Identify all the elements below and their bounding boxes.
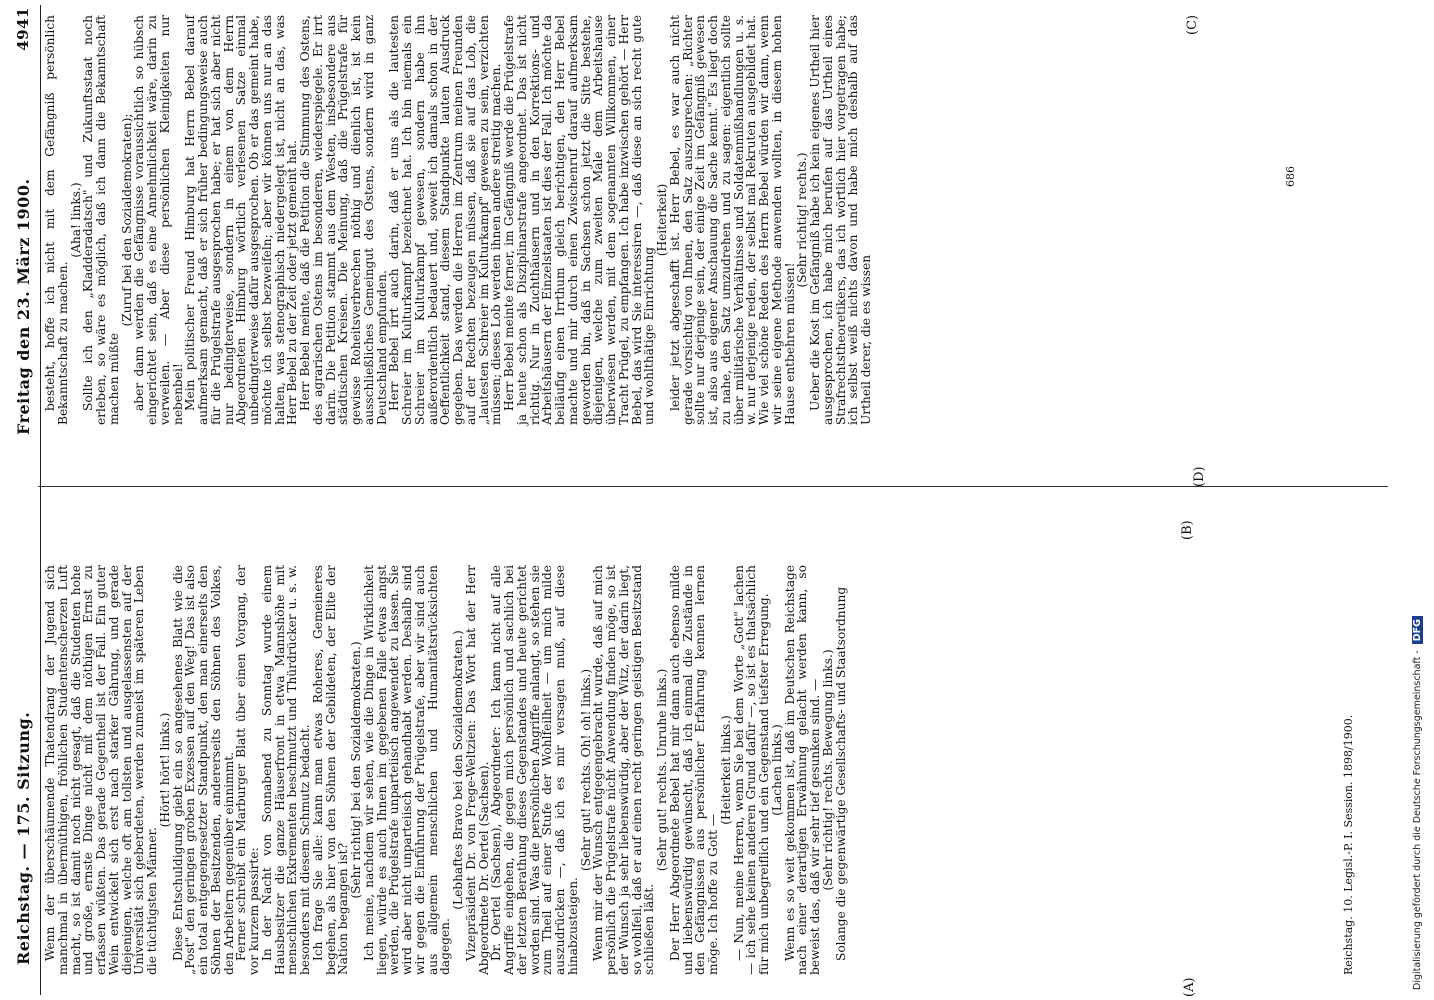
left-column-paragraph: Wenn es so weit gekommen ist, daß im Deutschen Reichstage nach einer derartigen Erwähnung gelacht werden kann, so beweist das, daß wir sehr tief gesunken sind. — (782, 565, 822, 975)
left-column-paragraph: (Hört! hört! links.) (157, 712, 172, 828)
header-session: Reichstag. — 175. Sitzung. (14, 711, 33, 965)
signature-number: 686 (1284, 166, 1297, 187)
left-column-paragraph: (Sehr richtig! bei den Sozialdemokraten.) (349, 641, 363, 899)
right-column-paragraph: Sollte ich den „Kladderadatsch" und Zukunftsstaat noch erleben, so wäre es möglich, daß ich dann die Bekanntschaft machen müßte (81, 15, 121, 425)
left-column-paragraph: (Sehr gut! rechts. Oh! oh! links.) (578, 668, 593, 872)
right-column-paragraph: Ueber die Kost im Gefängniß habe ich kein eigenes Urtheil hier ausgesprochen, ich habe mich berufen auf das Urtheil eines Strafrechtstheoretikers, das ich wörtlich hier vorgetragen habe; ich selbst weiß nichts davon und habe mich deshalb auf das Urtheil derer, die es wissen (808, 15, 873, 425)
left-column-paragraph: (Heiterkeit links.) (718, 715, 733, 825)
left-column-paragraph: Diese Entschuldigung giebt ein so angesehenes Blatt wie die „Post" den geringen groben Exzessen auf den Weg! Das ist also ein total entgegengesetzter Standpunkt, den man einerseits den Söhnen der Besitzenden, andererseits den Söhnen des Volkes, den Arbeitern gegenüber einnimmt. (170, 565, 236, 975)
right-column-paragraph: Herr Bebel meinte ferner, im Gefängniß werde die Prügelstrafe ja heute schon als Disziplinarstrafe angeordnet. Das ist nicht richtig. Nur in Zuchthäusern und in den Korrektions- und Arbeitshäusern der Einzelstaaten ist dies der Fall. Ich möchte da beiläufig einen Irrthum gleich berichtigen, den Herr Bebel machte und mir durch einen Zwischenruf darauf aufmerksam geworden bin, daß in Sachsen schon jetzt die Sitte bestehe, diejenigen, welche zum zweiten Male dem Arbeitshause überwiesen werden, mit dem sogenannten Willkommen, einer Tracht Prügel, zu empfangen. Ich habe inzwischen gehört — Herr Bebel, das wird Sie interessiren —, daß diese an sich recht gute und wohlthätige Einrichtung (502, 15, 657, 425)
left-column-paragraph: Ich frage Sie alle: kann man etwas Roheres, Gemeineres begehen, als hier von den Söhnen der Gebildeten, der Elite der Nation begangen ist? (310, 565, 351, 975)
left-column-paragraph: Wenn der überschäumende Thatendrang der Jugend sich manchmal in übermüthigen, fröhlichen Studentenscherzen Luft macht, so ist damit noch nicht gesagt, daß die Studenten hohe und große, ernste Dinge nicht mit dem nöthigen Ernst zu erfassen wüßten. Das gerade Gegentheil ist der Fall. Ein guter Wein entwickelt sich erst nach starker Gährung, und gerade diejenigen, welche oft am tollsten und ausgelassensten auf der Universität sich geberdeten, werden zumeist im späteren Leben die tüchtigsten Männer. (43, 565, 159, 975)
dfg-logo: DFG (1412, 616, 1423, 644)
digitization-text: Digitalisierung gefördert durch die Deutsche Forschungsgemeinschaft - (1412, 650, 1423, 990)
left-column-paragraph: Wenn mir der Wunsch entgegengebracht wurde, daß auf mich persönlich die Prügelstrafe nicht Anwendung finden möge, so ist der Wunsch ja sehr liebenswürdig, aber der Witz, der darin liegt, so wohlfeil, daß er auf einen recht geringen geistigen Besitzstand schließen läßt. (591, 565, 657, 975)
right-column-paragraph: (Aha! links.) (68, 182, 83, 258)
right-column-paragraph: Herr Bebel irrt auch darin, daß er uns als die lautesten Schreier im Kulturkampf bezeichnet hat. Ich bin niemals ein Schreier im Kulturkampf gewesen, sondern habe ihn außerordentlich bedauert und, soweit ich damals schon in der Oeffentlichkeit stand, diesem Standpunkte lauten Ausdruck gegeben. Das werden die Herren im Zentrum meinen Freunden auf der Rechten bezeugen müssen, daß sie auf das Lob, die „lautesten Schreier im Kulturkampf" gewesen zu sein, verzichten müssen; dieses Lob werden ihnen andere streitig machen. (387, 15, 504, 425)
header-date: Freitag den 23. März 1900. (14, 178, 33, 435)
right-column-paragraph: leider jetzt abgeschafft ist. Herr Bebel, es war auch nicht gerade vorsichtig von Ihnen, den Satz auszusprechen: „Richter sollte nur derjenige sein, der einige Zeit im Gefängniß gewesen ist, also aus eigener Anschauung die Sache kennt." Es liegt doch zu nahe, den Satz umzudrehen und zu sagen: eigentlich sollte über militärische Verhältnisse und Soldatenmißhandlungen u. s. w. nur derjenige reden, der selbst mal Rekruten ausgebildet hat. Wie viel schöne Reden des Herrn Bebel würden wir dann, wenn wir seine eigene Methode anwenden wollten, in diesem hohen Hause entbehren müssen! (667, 15, 797, 425)
left-column-paragraph: (Lebhaftes Bravo bei den Sozialdemokraten.) (451, 630, 465, 910)
left-column-paragraph: Vizepräsident Dr. von Frege-Weltzien: Das Wort hat der Herr Abgeordnete Dr. Oertel (Sachsen). (463, 565, 491, 975)
left-column-paragraph: Ich meine, nachdem wir sehen, wie die Dinge in Wirklichkeit liegen, würde es auch Ihnen im gegebenen Falle etwas angst werden, die Prügelstrafe unparteiisch angewendet zu lassen. Sie wird aber nicht unparteiisch gehandhabt werden. Deshalb sind wir gegen die Einführung der Prügelstrafe, aber wir sind auch aus allgemein menschlichen und Humanitätsrücksichten dagegen. (361, 565, 453, 975)
header-rule (40, 5, 41, 995)
left-column-paragraph: Solange die gegenwärtige Gesellschafts- und Staatsordnung (833, 586, 848, 961)
header-page-number: 4941 (14, 7, 32, 51)
signature-text: Reichstag. 10. Legisl.-P. I. Session. 1898/1900. (1342, 714, 1355, 975)
right-column-paragraph: besteht, hoffe ich nicht mit dem Gefängniß persönlich Bekanntschaft zu machen. (43, 15, 70, 425)
left-column-paragraph: Der Herr Abgeordnete Bebel hat mir dann auch ebenso milde und liebenswürdig gewünscht, daß ich einmal die Zustände in den Gefängnissen aus persönlicher Erfahrung kennen lernen möge. Ich hoffe zu Gott — (667, 565, 720, 975)
left-column-paragraph: — Nun, meine Herren, wenn Sie bei dem Worte „Gott" lachen — ich sehe keinen anderen Grund dafür —, so ist es thatsächlich für mich unbegreiflich und ein Gegenstand tiefster Erregung. (731, 565, 771, 975)
page-header (10, 5, 44, 995)
left-text-column (44, 565, 847, 975)
left-column-paragraph: (Sehr richtig! rechts. Bewegung links.) (820, 649, 835, 891)
page-signature (1342, 535, 1355, 975)
margin-marker-d: (D) (1192, 466, 1207, 487)
right-column-paragraph: Mein politischer Freund Himburg hat Herrn Bebel darauf aufmerksam gemacht, daß er sich früher bedingungsweise auch für die Prügelstrafe ausgesprochen habe; er hat sich aber nicht nur bedingterweise, sondern in einem von dem Herrn Abgeordneten Himburg wörtlich verlesenen Satze einmal unbedingterweise dafür ausgesprochen. Ob er das gemeint habe, möchte ich selbst bezweifeln; aber wir können uns nur an das halten, was stenographisch niedergelegt ist, nicht an das, was Herr Bebel zu der Zeit oder jetzt gemeint hat. (183, 15, 300, 425)
right-text-column (44, 15, 873, 425)
rotated-page (2, 5, 1406, 995)
left-column-paragraph: In der Nacht von Sonnabend zu Sonntag wurde einem Hausbesitzer die ganze Häuserfront in etwa Mannshöhe mit menschlichen Exkrementen beschmutzt und Thürdrücker u. s. w. besonders mit diesem Schmutz bedacht. (259, 565, 312, 975)
left-column-paragraph: (Sehr gut! rechts. Unruhe links.) (655, 668, 669, 872)
right-column-paragraph: (Heiterkeit) (655, 183, 669, 257)
left-column-paragraph: Ferner schreibt ein Marburger Blatt über einen Vorgang, der vor kurzem passirte: (234, 565, 261, 975)
right-column-paragraph: (Sehr richtig! rechts.) (795, 152, 810, 288)
margin-marker-c: (C) (1185, 14, 1200, 35)
left-column-paragraph: (Lachen links.) (769, 724, 784, 816)
digitization-note (1412, 0, 1432, 990)
right-column-paragraph: Herr Bebel meinte, daß die Petition die Stimmung des Ostens, des agrarischen Ostens im besonderen, wiederspiegele. Er irrt darin. Die Petition stammt aus dem Westen, insbesondere aus städtischen Kreisen. Die Meinung, daß die Prügelstrafe für gewisse Roheitsverbrechen nöthig und dienlich ist, ist kein ausschließliches Gemeingut des Ostens, sondern wird in ganz Deutschland empfunden. (298, 15, 389, 425)
margin-marker-b: (B) (1180, 520, 1195, 540)
right-column-paragraph: (Zuruf bei den Sozialdemokraten); (119, 113, 134, 327)
left-column-paragraph: Dr. Oertel (Sachsen), Abgeordneter: Ich kann nicht auf alle Angriffe eingehen, die gegen mich persönlich und sachlich bei der letzten Berathung dieses Gegenstandes und heute gerichtet worden sind. Was die persönlichen Angriffe anlangt, so stehen sie zum Theil auf einer Stufe der Wohlfeilheit — um mich milde auszudrücken —, daß ich es mir versagen muß, auf diese hinabzusteigen. (489, 565, 580, 975)
margin-marker-a: (A) (1182, 977, 1197, 997)
column-divider (38, 486, 1388, 487)
right-column-paragraph: aber dann werden die Gefängnisse voraussichtlich so hübsch eingerichtet sein, daß es eine Annehmlichkeit wäre, darin zu verweilen. — Aber diese persönlichen Kleinigkeiten nur nebenbei! (132, 15, 185, 425)
